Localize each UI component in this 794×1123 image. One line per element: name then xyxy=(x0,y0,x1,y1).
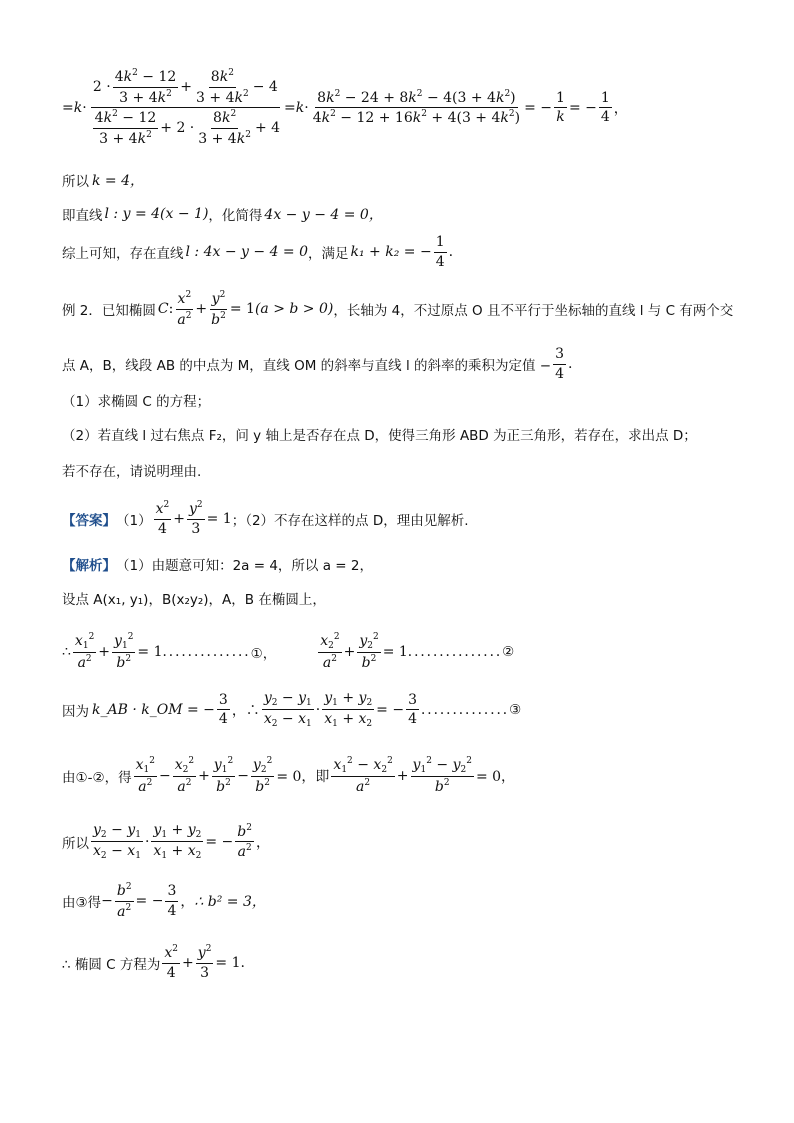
answer-tag: 【答案】 xyxy=(62,512,116,529)
text-k-equals-4: 所以 k = 4， xyxy=(62,173,145,190)
equation-k-fraction: = k · 2 · $\frac{4k^2 - 12}{3 + 4k^2}$ + $\frac{8k^2}{3 + 4k^2}$ − 4 $\frac{4k^2 - 12}{3 + 4k^2}$ + 2 · $\frac{8k^2}{3 + 4k^2}$ + 4 = k · $\frac{8k^2 - 24 + 8k^2 - 4(3 + 4k^2)}{4k^2 - 12 + 16k^2 + 4(3 + 4k^2)}$ = − $\frac{1}{k}$ = − $\frac{1}{4}$ ， xyxy=(62,68,628,147)
slope-product-equation: 因为 k_AB · k_OM = − $\frac{3}{4}$ ，∴ $\frac{y_2 - y_1}{x_2 - x_1}$ · $\frac{y_1 + y_2}{x_1 + x_2}$ = − $\frac{3}{4}$ .............. ③ xyxy=(62,690,522,730)
big-fraction-2: $\frac{8k^2 - 24 + 8k^2 - 4(3 + 4k^2)}{4k^2 - 12 + 16k^2 + 4(3 + 4k^2)}$ xyxy=(312,88,521,127)
answer-line: 【答案】 （1） $\frac{x^2}{4}$ + $\frac{y^2}{3}$ = 1 ；（2）不存在这样的点 D，理由见解析. xyxy=(62,500,469,537)
example-2-statement-line2: 点 A，B，线段 AB 的中点为 M，直线 OM 的斜率与直线 l 的斜率的乘积为定值 − $\frac{3}{4}$ . xyxy=(62,346,573,382)
analysis-line: 【解析】 （1）由题意可知：2a = 4，所以 a = 2， xyxy=(62,554,373,574)
example-2-statement: 例 2．已知椭圆 C : $\frac{x^2}{a^2}$ + $\frac{y^2}{b^2}$ = 1 (a > b > 0) ，长轴为 4，不过原点 O 且不平行于坐标轴的直线 l 与 C 有两个交 xyxy=(62,290,734,328)
question-1: （1）求椭圆 C 的方程； xyxy=(62,394,211,410)
question-2-cont: 若不存在，请说明理由. xyxy=(62,464,202,480)
subtract-equations: 由①-②，得 $\frac{x_1^2}{a^2}$ − $\frac{x_2^2}{a^2}$ + $\frac{y_1^2}{b^2}$ − $\frac{y_2^2}{b^2}$ = 0，即 $\frac{x_1^2 - x_2^2}{a^2}$ + $\frac{y_1^2 - y_2^2}{b^2}$ = 0， xyxy=(62,756,516,796)
question-2: （2）若直线 l 过右焦点 F₂，问 y 轴上是否存在点 D，使得三角形 ABD 为正三角形，若存在，求出点 D； xyxy=(62,428,697,444)
ratio-equation: 所以 $\frac{y_2 - y_1}{x_2 - x_1}$ · $\frac{y_1 + y_2}{x_1 + x_2}$ = − $\frac{b^2}{a^2}$ ， xyxy=(62,822,270,862)
ellipse-equation-result: ∴ 椭圆 C 方程为 $\frac{x^2}{4}$ + $\frac{y^2}{3}$ = 1. xyxy=(62,944,245,981)
text-conclusion: 综上可知，存在直线 l : 4x − y − 4 = 0 ，满足 k₁ + k₂ = − $\frac{1}{4}$ . xyxy=(62,234,454,270)
analysis-tag: 【解析】 xyxy=(62,558,116,574)
ellipse-point-equations: ∴ $\frac{x_1^2}{a^2}$ + $\frac{y_1^2}{b^2}$ = 1 .............. ①， $\frac{x_2^2}{a^2}$ + $\frac{y_2^2}{b^2}$ = 1 ............... ② xyxy=(62,632,515,672)
big-fraction-1: 2 · $\frac{4k^2 - 12}{3 + 4k^2}$ + $\frac{8k^2}{3 + 4k^2}$ − 4 $\frac{4k^2 - 12}{3 + 4k^2}$ + 2 · $\frac{8k^2}{3 + 4k^2}$ + 4 xyxy=(92,68,281,147)
set-points-line: 设点 A(x₁, y₁)，B(x₂y₂)，A，B 在椭圆上， xyxy=(62,592,326,608)
text-line-equation: 即直线 l : y = 4(x − 1) ，化简得 4x − y − 4 = 0， xyxy=(62,206,383,224)
b-squared-equation: 由③得 − $\frac{b^2}{a^2}$ = − $\frac{3}{4}$ ， ∴ b² = 3， xyxy=(62,882,266,920)
